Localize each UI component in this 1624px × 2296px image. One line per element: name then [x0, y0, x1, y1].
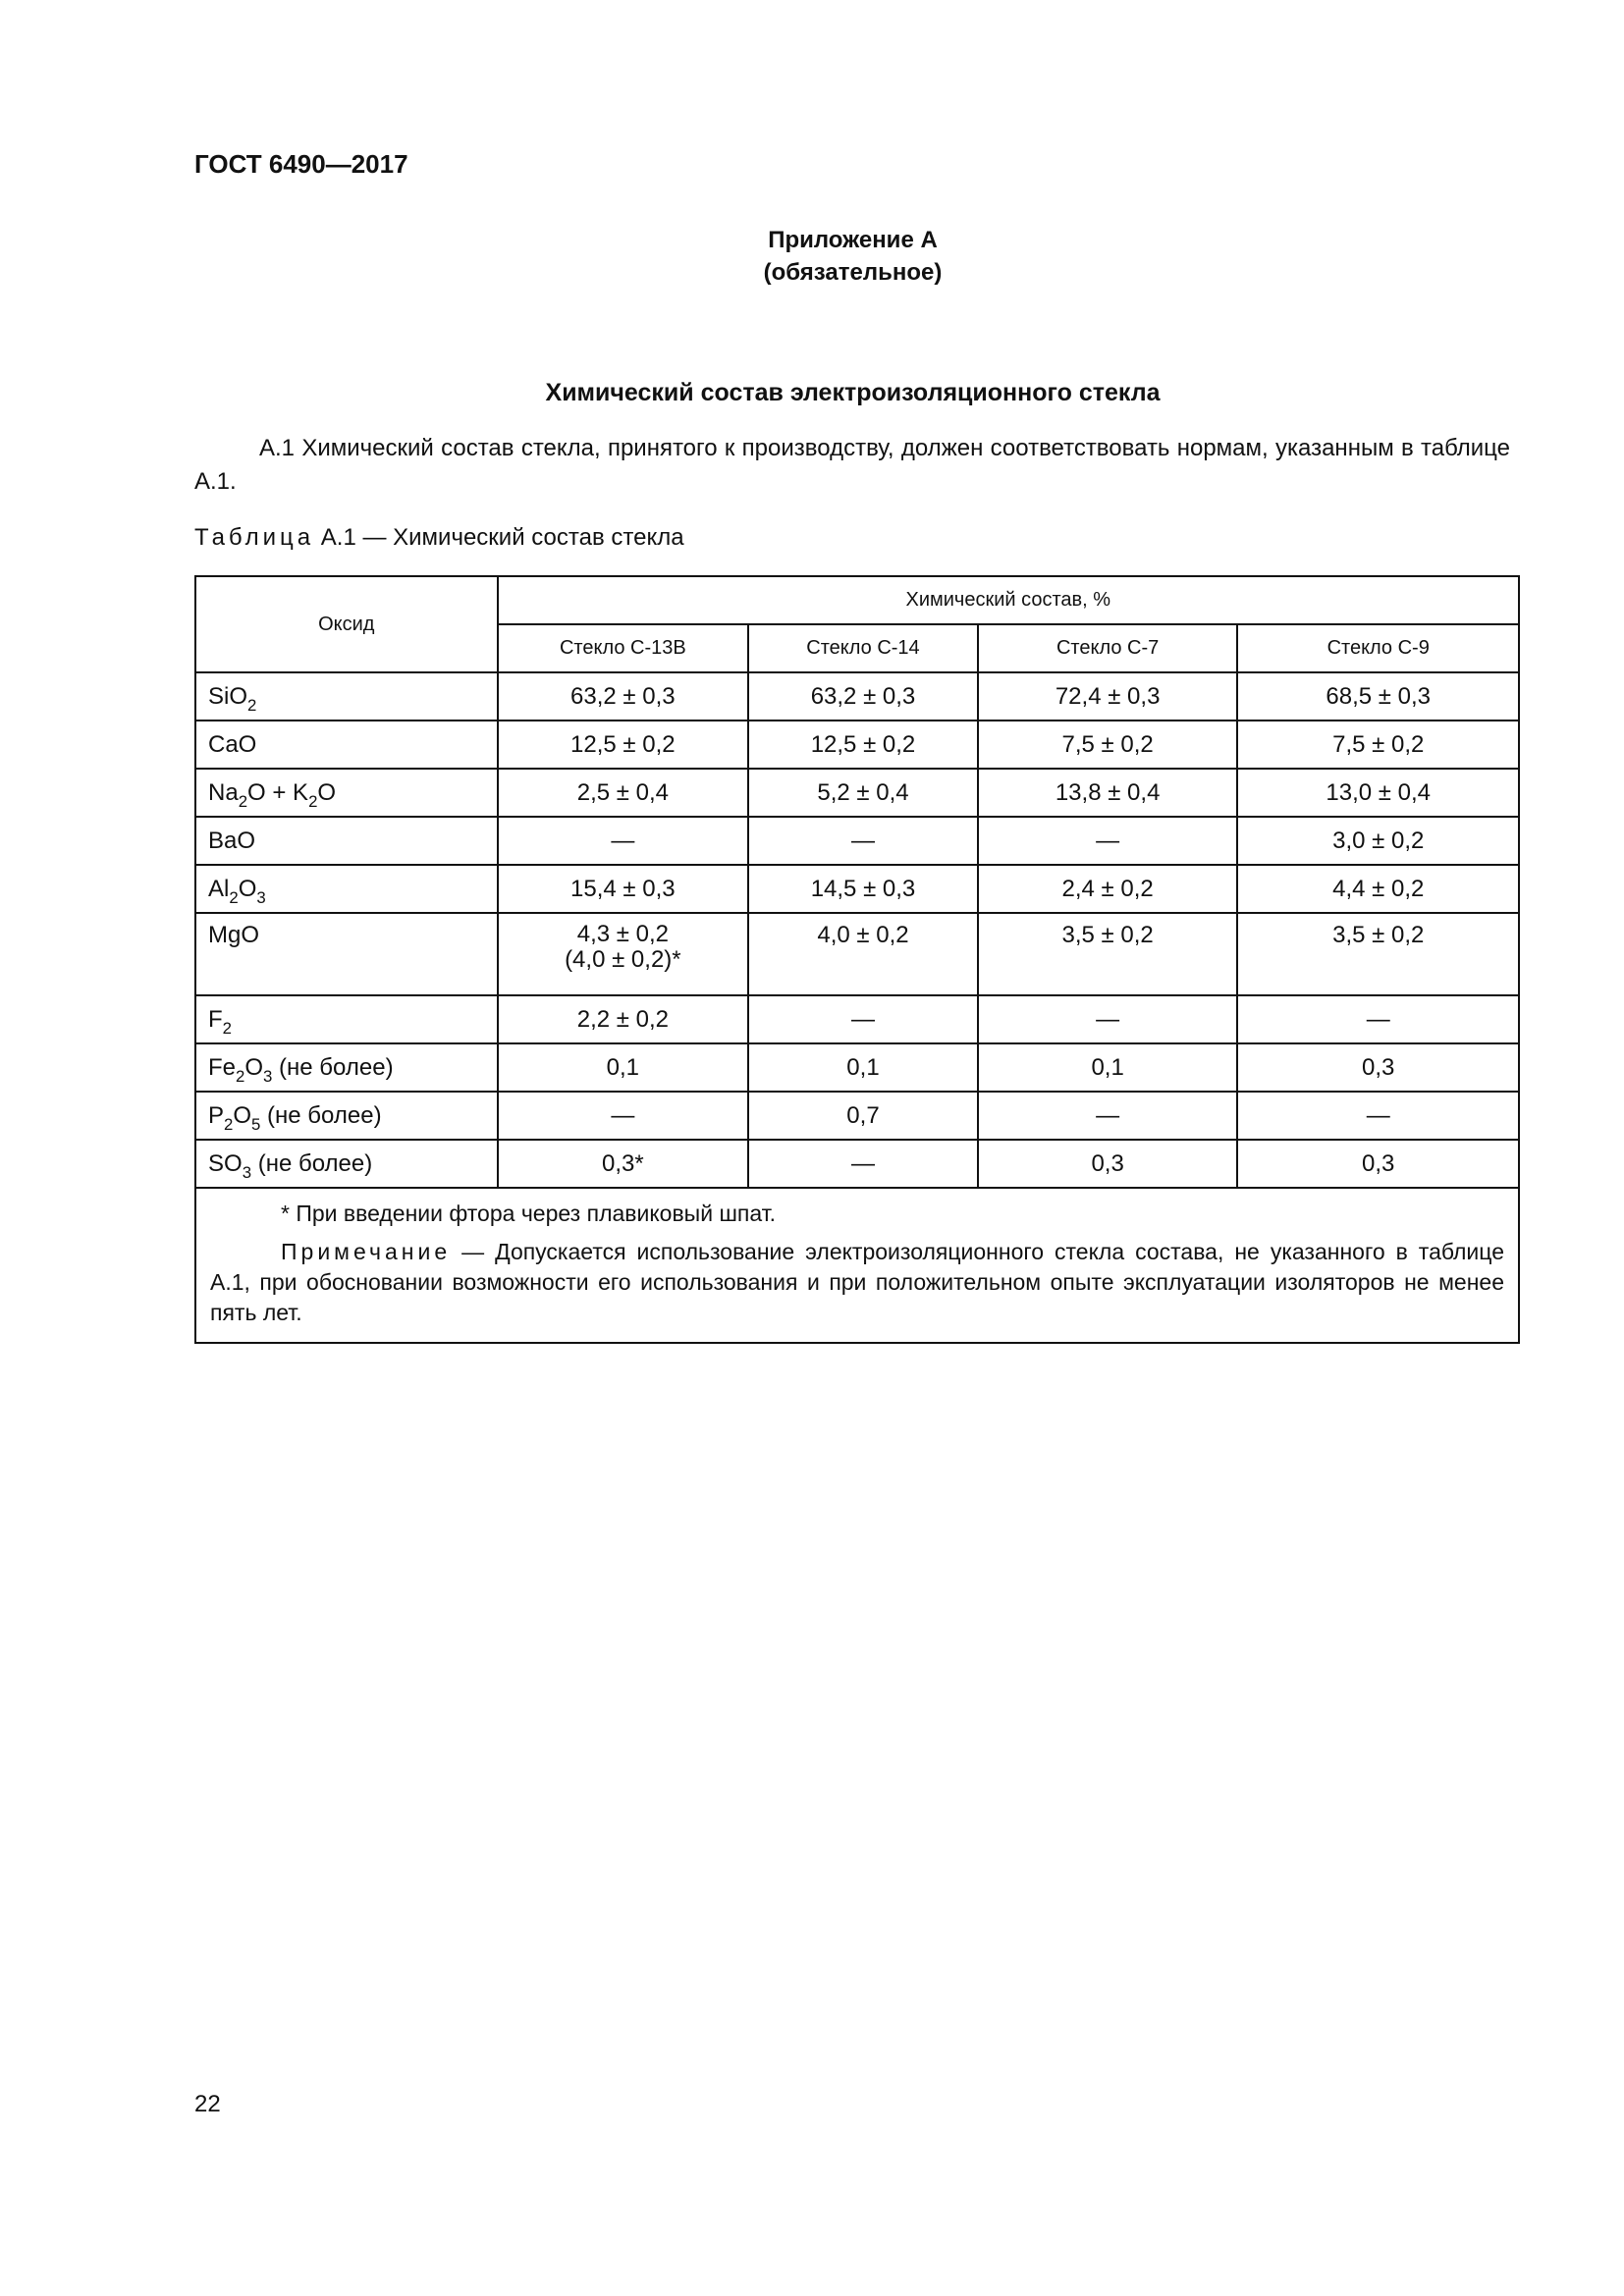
column-header: Стекло С-7 [978, 624, 1238, 672]
value-cell: 0,3 [1237, 1140, 1519, 1188]
value-cell: 7,5 ± 0,2 [1237, 721, 1519, 769]
table-row [195, 995, 1519, 1043]
column-header: Стекло С-13В [498, 624, 749, 672]
table-note-text: — Допускается использование электроизоляционного стекла состава, не указанного в таблице А.1, при обосновании возможности его использования и при положительном опыте эксплуатации изоляторов не менее пять лет. [210, 1239, 1504, 1325]
body-paragraph: А.1 Химический состав стекла, принятого к производству, должен соответствовать нормам, указанным в таблице А.1. [194, 435, 1510, 495]
table-caption [194, 524, 684, 552]
table-row [195, 769, 1519, 817]
value-cell: 3,5 ± 0,2 [978, 913, 1238, 995]
column-header: Стекло С-14 [748, 624, 978, 672]
table-row [195, 1092, 1519, 1140]
value-cell: 3,5 ± 0,2 [1237, 913, 1519, 995]
chemical-composition-table [194, 575, 1520, 1344]
value-cell: 0,3* [498, 1140, 749, 1188]
oxide-cell: $Na_2O + K_2O$ [195, 769, 498, 817]
value-cell: 12,5 ± 0,2 [498, 721, 749, 769]
value-cell: 4,3 ± 0,2 (4,0 ± 0,2)* [498, 913, 749, 995]
table-row [195, 913, 1519, 995]
table-caption-text: А.1 — Химический состав стекла [314, 524, 684, 551]
value-cell: 3,0 ± 0,2 [1237, 817, 1519, 865]
oxide-cell: $F_2$ [195, 995, 498, 1043]
value-cell: — [748, 995, 978, 1043]
value-cell: 2,4 ± 0,2 [978, 865, 1238, 913]
value-cell: 72,4 ± 0,3 [978, 672, 1238, 721]
value-cell: — [978, 1092, 1238, 1140]
value-cell: 0,3 [1237, 1043, 1519, 1092]
value-cell: 0,7 [748, 1092, 978, 1140]
oxide-cell: CaO [195, 721, 498, 769]
composition-header: Химический состав, % [498, 576, 1519, 624]
value-cell: 15,4 ± 0,3 [498, 865, 749, 913]
value-cell: 13,0 ± 0,4 [1237, 769, 1519, 817]
value-cell: 5,2 ± 0,4 [748, 769, 978, 817]
table-note-label: Примечание [281, 1239, 452, 1264]
value-cell: — [1237, 995, 1519, 1043]
value-cell: — [498, 817, 749, 865]
table-row [195, 865, 1519, 913]
value-cell: 0,1 [978, 1043, 1238, 1092]
oxide-header: Оксид [195, 576, 498, 672]
value-cell: 0,1 [498, 1043, 749, 1092]
appendix-title: Приложение А [768, 227, 938, 253]
appendix-heading [0, 224, 1624, 289]
value-cell: — [748, 1140, 978, 1188]
value-cell: — [978, 817, 1238, 865]
table-row [195, 1043, 1519, 1092]
value-cell: — [748, 817, 978, 865]
table-row [195, 672, 1519, 721]
value-cell: 63,2 ± 0,3 [748, 672, 978, 721]
table-row [195, 721, 1519, 769]
value-cell: 4,4 ± 0,2 [1237, 865, 1519, 913]
value-cell: 12,5 ± 0,2 [748, 721, 978, 769]
oxide-cell: SiO$_2$ [195, 672, 498, 721]
table-note [210, 1237, 1504, 1328]
value-cell: 4,0 ± 0,2 [748, 913, 978, 995]
value-cell: — [978, 995, 1238, 1043]
value-cell: 68,5 ± 0,3 [1237, 672, 1519, 721]
value-cell: 0,1 [748, 1043, 978, 1092]
oxide-cell: $Fe_2O_3$ (не более) [195, 1043, 498, 1092]
appendix-status: (обязательное) [763, 259, 943, 286]
value-cell: 13,8 ± 0,4 [978, 769, 1238, 817]
table-footnote: * При введении фтора через плавиковый шпат. [281, 1201, 777, 1226]
value-cell: 0,3 [978, 1140, 1238, 1188]
page-number: 22 [194, 2091, 221, 2117]
document-header: ГОСТ 6490—2017 [194, 149, 408, 179]
table-notes [195, 1188, 1519, 1343]
value-cell: 7,5 ± 0,2 [978, 721, 1238, 769]
value-cell: 2,2 ± 0,2 [498, 995, 749, 1043]
section-title: Химический состав электроизоляционного стекла [545, 379, 1161, 406]
table-notes-row [195, 1188, 1519, 1343]
value-cell: — [1237, 1092, 1519, 1140]
value-cell: 63,2 ± 0,3 [498, 672, 749, 721]
oxide-cell: $Al_2O_3$ [195, 865, 498, 913]
table-row [195, 817, 1519, 865]
oxide-cell: BaO [195, 817, 498, 865]
oxide-cell: MgO [195, 913, 498, 995]
value-cell: 14,5 ± 0,3 [748, 865, 978, 913]
table-header-row [195, 576, 1519, 624]
column-header: Стекло С-9 [1237, 624, 1519, 672]
value-cell: — [498, 1092, 749, 1140]
table-row [195, 1140, 1519, 1188]
oxide-cell: $SO_3$ (не более) [195, 1140, 498, 1188]
oxide-cell: $P_2O_5$ (не более) [195, 1092, 498, 1140]
table-caption-label: Таблица [194, 524, 315, 551]
value-cell: 2,5 ± 0,4 [498, 769, 749, 817]
